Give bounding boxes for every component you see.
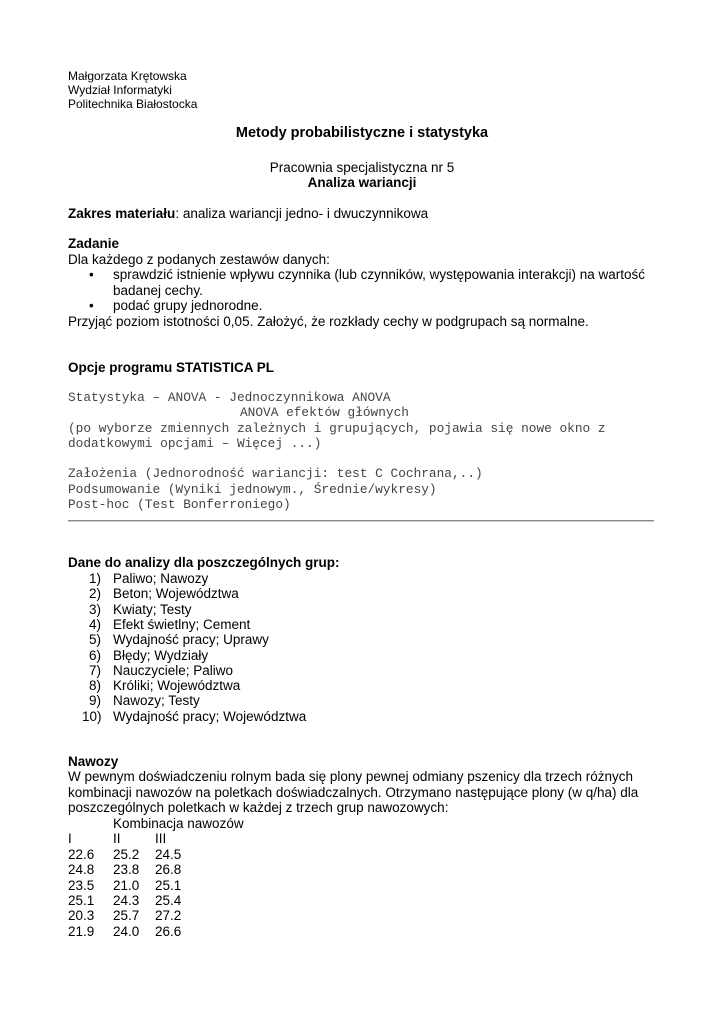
author-faculty: Wydział Informatyki <box>68 83 172 97</box>
table-column-header: I <box>68 831 72 846</box>
table-cell: 23.5 <box>68 877 95 893</box>
table-cell: 25.2 <box>113 847 140 862</box>
group-item-text: Wydajność pracy; Województwa <box>113 708 307 724</box>
table-cell: 22.6 <box>68 847 95 862</box>
group-item-text: Błędy; Wydziały <box>113 647 209 663</box>
group-item-text: Beton; Województwa <box>113 586 239 602</box>
group-item-number: 9) <box>89 693 102 709</box>
group-item-number: 6) <box>89 647 102 663</box>
group-item-text: Paliwo; Nawozy <box>113 571 209 586</box>
table-cell: 26.6 <box>155 923 182 939</box>
document-title: Metody probabilistyczne i statystyka <box>235 125 489 141</box>
table-column-header: II <box>113 831 121 846</box>
group-item-number: 7) <box>89 662 102 678</box>
scope-text: : analiza wariancji jedno- i dwuczynnikowa <box>175 206 429 221</box>
group-item-number: 10) <box>82 708 102 724</box>
document-topic: Analiza wariancji <box>307 175 417 190</box>
table-cell: 24.3 <box>113 892 140 908</box>
task-intro: Dla każdego z podanych zestawów danych: <box>68 252 330 267</box>
groups-heading: Dane do analizy dla poszczególnych grup: <box>68 555 340 570</box>
table-column-header: III <box>155 831 167 846</box>
program-line: Założenia (Jednorodność wariancji: test C Cochrana,..) <box>68 466 483 481</box>
table-cell: 21.9 <box>68 923 95 939</box>
group-item-number: 1) <box>89 571 102 586</box>
group-item-number: 3) <box>89 601 102 617</box>
bullet-icon: • <box>89 267 94 282</box>
document-subtitle: Pracownia specjalistyczna nr 5 <box>269 160 455 175</box>
nawozy-heading: Nawozy <box>68 754 119 769</box>
group-item-text: Nawozy; Testy <box>113 693 200 709</box>
group-item-number: 5) <box>89 632 102 648</box>
nawozy-table-title: Kombinacja nawozów <box>113 816 244 831</box>
nawozy-paragraph-line-1: W pewnym doświadczeniu rolnym bada się plony pewnej odmiany pszenicy dla trzech różnych <box>68 769 634 784</box>
task-bullet-1-line-2: badanej cechy. <box>113 283 203 298</box>
table-cell: 21.0 <box>113 877 140 893</box>
task-bullet-1-line-1: sprawdzić istnienie wpływu czynnika (lub czynników, występowania interakcji) na wartość <box>113 267 645 282</box>
author-name: Małgorzata Krętowska <box>68 69 187 83</box>
group-item-text: Króliki; Województwa <box>113 678 241 694</box>
table-cell: 23.8 <box>113 862 140 878</box>
program-line: Statystyka – ANOVA - Jednoczynnikowa ANOVA <box>68 390 391 405</box>
scope-line <box>68 206 428 221</box>
program-line: dodatkowymi opcjami – Więcej ...) <box>68 436 322 451</box>
section-divider <box>68 520 654 522</box>
table-cell: 25.7 <box>113 908 140 924</box>
program-line: (po wyborze zmiennych zależnych i grupujących, pojawia się nowe okno z <box>68 421 606 436</box>
group-item-number: 8) <box>89 678 102 694</box>
group-item-number: 4) <box>89 616 102 632</box>
table-cell: 26.8 <box>155 862 182 878</box>
nawozy-paragraph-line-3: poszczególnych poletkach w każdej z trzech grup nawozowych: <box>68 800 449 815</box>
nawozy-paragraph-line-2: kombinacji nawozów na poletkach doświadczalnych. Otrzymano następujące plony (w q/ha) dla <box>68 785 639 800</box>
group-item-text: Kwiaty; Testy <box>113 601 192 617</box>
program-heading: Opcje programu STATISTICA PL <box>68 360 275 375</box>
table-cell: 20.3 <box>68 908 95 924</box>
group-item-text: Efekt świetlny; Cement <box>113 616 251 632</box>
author-university: Politechnika Białostocka <box>68 97 198 111</box>
table-cell: 25.4 <box>155 892 182 908</box>
program-line: Podsumowanie (Wyniki jednowym., Średnie/wykresy) <box>68 482 437 497</box>
group-item-text: Wydajność pracy; Uprawy <box>113 632 269 648</box>
table-cell: 25.1 <box>68 892 95 908</box>
table-cell: 24.8 <box>68 862 95 878</box>
program-line: Post-hoc (Test Bonferroniego) <box>68 497 291 512</box>
group-item-text: Nauczyciele; Paliwo <box>113 662 234 678</box>
table-cell: 25.1 <box>155 877 182 893</box>
task-heading: Zadanie <box>68 236 120 251</box>
table-cell: 24.0 <box>113 923 140 939</box>
task-note: Przyjąć poziom istotności 0,05. Założyć, że rozkłady cechy w podgrupach są normalne. <box>68 314 589 329</box>
table-cell: 24.5 <box>155 847 182 862</box>
group-item-number: 2) <box>89 586 102 602</box>
task-bullet-2: podać grupy jednorodne. <box>113 298 263 313</box>
bullet-icon: • <box>89 298 94 313</box>
table-cell: 27.2 <box>155 908 182 924</box>
program-line: ANOVA efektów głównych <box>240 405 409 420</box>
scope-label: Zakres materiału <box>68 206 176 221</box>
